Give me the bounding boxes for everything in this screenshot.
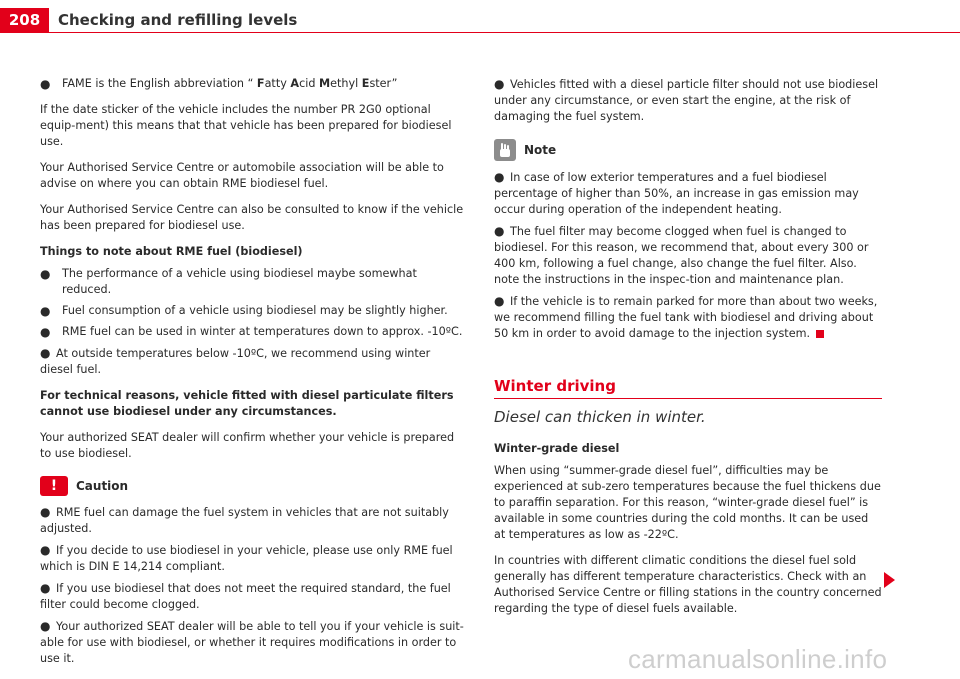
fame-letter-f: F — [256, 77, 265, 90]
bullet-icon: ● — [494, 224, 505, 238]
caution-header — [40, 476, 464, 496]
caution-item — [40, 504, 464, 537]
bullet-icon: ● — [494, 170, 505, 184]
bullet-icon: ● — [40, 325, 51, 339]
note-item-text: If the vehicle is to remain parked for more than about two weeks, we recommend filling the fuel tank with biodiesel and driving about 50 km in order to avoid damage to the injection system. — [494, 295, 878, 340]
fame-prefix: FAME is the English abbreviation “ — [62, 77, 257, 90]
bullet-icon: ● — [40, 346, 51, 360]
paragraph-winter-diesel: When using “summer-grade diesel fuel”, difficulties may be experienced at sub-zero temperatures because the fuel thickens due to paraffin separation. For this reason, “winter-grade diesel fuel” is available in some countries during the cold months. It can be used at temperatures as low as -22ºC. — [494, 464, 881, 541]
watermark: carmanualsonline.info — [628, 644, 888, 674]
particulate-filter-warning: For technical reasons, vehicle fitted with diesel particulate filters cannot use biodiesel under any circumstances. — [40, 389, 454, 418]
bullet-icon: ● — [40, 77, 51, 91]
fame-cid: cid — [299, 77, 319, 90]
list-item-text: RME fuel can be used in winter at temperatures down to approx. -10ºC. — [62, 325, 463, 338]
list-item-text: Vehicles fitted with a diesel particle filter should not use biodiesel under any circumstance, or even start the engine, at the risk of damaging the fuel system. — [494, 78, 879, 123]
list-item — [40, 345, 464, 378]
bullet-icon: ● — [494, 77, 505, 91]
note-item-text: In case of low exterior temperatures and a fuel biodiesel percentage of higher than 50%, an increase in gas emission may occur during operation of the independent heating. — [494, 171, 859, 216]
bullet-icon: ● — [40, 304, 51, 318]
header-rule — [0, 32, 960, 33]
note-item — [494, 169, 882, 218]
page-header — [0, 0, 960, 40]
caution-item-text: If you use biodiesel that does not meet the required standard, the fuel filter could become clogged. — [40, 582, 451, 611]
section-end-marker — [816, 330, 824, 338]
caution-item — [40, 618, 464, 667]
next-page-arrow-icon — [884, 572, 895, 588]
caution-item-text: RME fuel can damage the fuel system in vehicles that are not suitably adjusted. — [40, 506, 449, 535]
list-item-text: At outside temperatures below -10ºC, we recommend using winter diesel fuel. — [40, 347, 431, 376]
caution-item-text: Your authorized SEAT dealer will be able to tell you if your vehicle is suit-able for use with biodiesel, or whether it requires modifications in order to use it. — [40, 620, 464, 665]
paragraph-climatic-conditions: In countries with different climatic conditions the diesel fuel sold generally has different temperature characteristics. Check with an Authorised Service Centre or filling stations in the country concerned regarding the type of diesel fuels available. — [494, 554, 882, 615]
section-title: Winter driving — [494, 378, 882, 399]
bullet-icon: ● — [40, 267, 51, 281]
left-column — [40, 76, 464, 672]
note-item-text: The fuel filter may become clogged when fuel is changed to biodiesel. For this reason, we recommend that, about every 300 or 400 km, following a fuel change, also change the fuel filter. Also. note the instructions in the inspec-tion and maintenance plan. — [494, 225, 869, 286]
paragraph-service-centre-consult: Your Authorised Service Centre can also be consulted to know if the vehicle has been prepared for biodiesel use. — [40, 203, 464, 232]
bullet-icon: ● — [494, 294, 505, 308]
paragraph-pr-sticker: If the date sticker of the vehicle includes the number PR 2G0 optional equip-ment) this means that that vehicle has been prepared for biodiesel use. — [40, 103, 452, 148]
caution-icon: ! — [40, 476, 68, 496]
right-column — [494, 76, 882, 627]
list-item — [40, 303, 464, 319]
note-icon — [494, 139, 516, 161]
things-heading: Things to note about RME fuel (biodiesel) — [40, 245, 303, 258]
hand-pointer-icon — [498, 142, 512, 158]
list-item — [40, 266, 464, 298]
winter-diesel-heading: Winter-grade diesel — [494, 442, 620, 455]
list-item-text: The performance of a vehicle using biodiesel maybe somewhat reduced. — [62, 267, 417, 296]
page-title: Checking and refilling levels — [58, 11, 298, 29]
bullet-icon: ● — [40, 505, 51, 519]
list-item-text: Fuel consumption of a vehicle using biodiesel may be slightly higher. — [62, 304, 448, 317]
note-item — [494, 223, 882, 288]
section-subtitle: Diesel can thicken in winter. — [494, 408, 706, 426]
fame-letter-a: A — [290, 77, 300, 90]
list-item — [40, 324, 464, 340]
fame-ster: ster” — [369, 77, 398, 90]
note-label: Note — [524, 143, 557, 157]
fame-bullet — [40, 76, 464, 92]
paragraph-service-centre-rme: Your Authorised Service Centre or automobile association will be able to advise on where you can obtain RME biodiesel fuel. — [40, 161, 444, 190]
caution-item — [40, 542, 464, 575]
caution-item — [40, 580, 464, 613]
bullet-icon: ● — [40, 581, 51, 595]
note-item — [494, 293, 882, 342]
caution-label: Caution — [76, 479, 129, 493]
note-header — [494, 139, 882, 161]
bullet-icon: ● — [40, 619, 51, 633]
bullet-icon: ● — [40, 543, 51, 557]
list-item — [494, 76, 882, 125]
page-number: 208 — [0, 8, 49, 33]
fame-atty: atty — [264, 77, 291, 90]
fame-letter-m: M — [318, 77, 331, 90]
fame-ethyl: ethyl — [330, 77, 362, 90]
caution-item-text: If you decide to use biodiesel in your vehicle, please use only RME fuel which is DIN E 14,214 compliant. — [40, 544, 453, 573]
fame-letter-e: E — [361, 77, 370, 90]
paragraph-dealer-confirm: Your authorized SEAT dealer will confirm whether your vehicle is prepared to use biodiesel. — [40, 431, 455, 460]
